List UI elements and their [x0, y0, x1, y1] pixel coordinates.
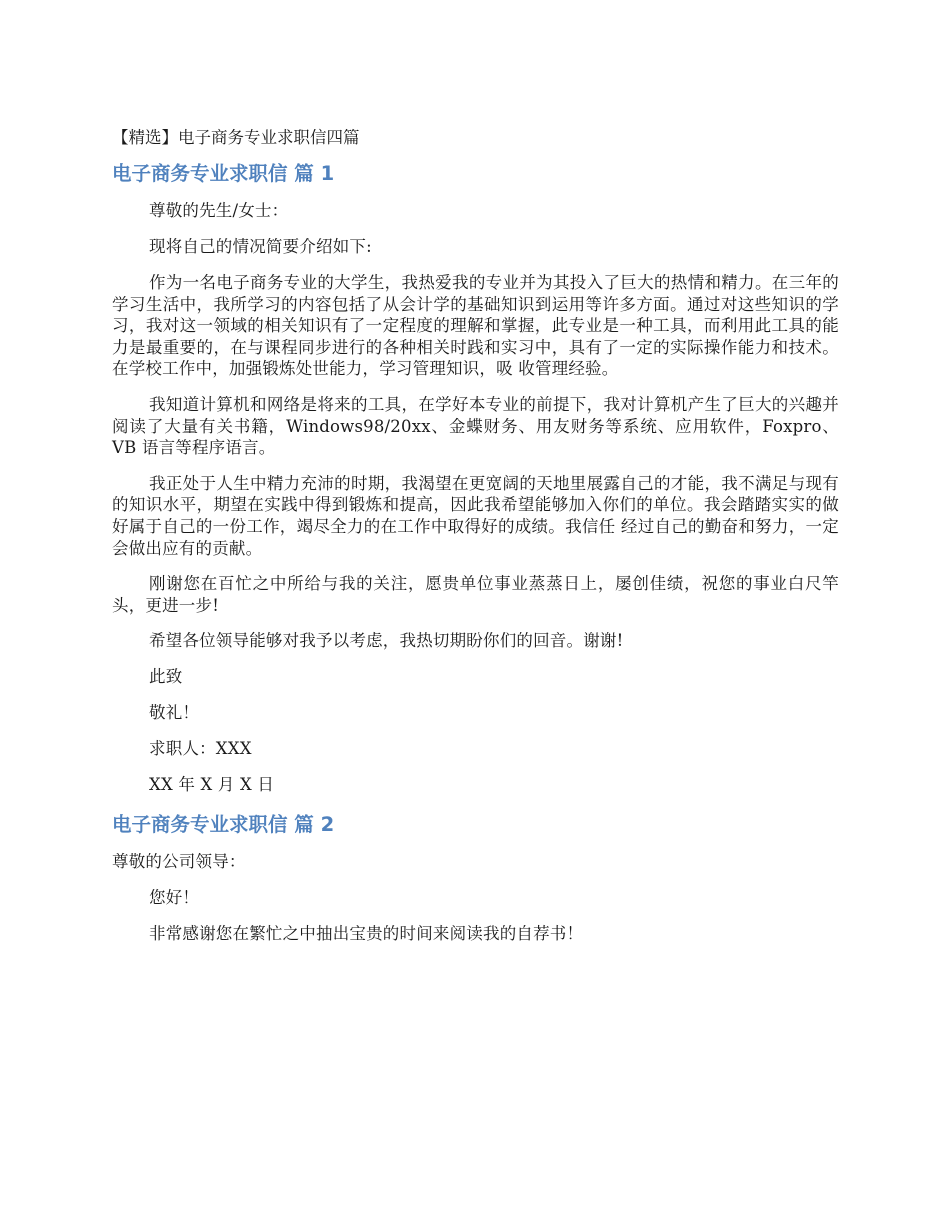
greeting-paragraph-2: 您好！	[149, 888, 200, 908]
closing-line: 此致	[149, 667, 183, 687]
section-heading-2: 电子商务专业求职信 篇 2	[112, 813, 335, 837]
section-heading-1: 电子商务专业求职信 篇 1	[112, 162, 335, 185]
salutation-paragraph-2: 尊敬的公司领导：	[112, 852, 246, 872]
document-page	[112, 125, 839, 959]
thanks-paragraph-2: 非常感谢您在繁忙之中抽出宝贵的时间来阅读我的自荐书！	[149, 924, 584, 944]
salutation-paragraph: 尊敬的先生/女士：	[149, 201, 289, 220]
body-paragraph-ambition: 我正处于人生中精力充沛的时期，我渴望在更宽阔的天地里展露自己的才能，我不满足与现有的知识水平，期望在实践中得到锻炼和提高，因此我希望能够加入你们的单位。我会踏踏实实的做好属于自己的一份工作，竭尽全力的在工作中取得好的成绩。我信任 经过自己的勤奋和努力，一定会做出应有的贡献。	[112, 473, 839, 558]
body-paragraph-hope: 希望各位领导能够对我予以考虑，我热切期盼你们的回音。谢谢!	[149, 631, 624, 651]
closing-salute: 敬礼！	[149, 703, 200, 723]
document-title: 【精选】电子商务专业求职信四篇	[112, 128, 360, 147]
applicant-signature: 求职人：XXX	[149, 739, 252, 759]
body-paragraph-major: 作为一名电子商务专业的大学生，我热爱我的专业并为其投入了巨大的热情和精力。在三年的学习生活中，我所学习的内容包括了从会计学的基础知识到运用等许多方面。通过对这些知识的学习，我对这一领域的相关知识有了一定程度的理解和掌握，此专业是一种工具，而利用此工具的能力是最重要的，在与课程同步进行的各种相关时践和实习中，具有了一定的实际操作能力和技术。在学校工作中，加强锻炼处世能力，学习管理知识，吸 收管理经验。	[112, 273, 839, 379]
body-paragraph-computer: 我知道计算机和网络是将来的工具，在学好本专业的前提下，我对计算机产生了巨大的兴趣并阅读了大量有关书籍，Windows98/20xx、金蝶财务、用友财务等系统、应用软件，Foxpro、VB 语言等程序语言。	[112, 394, 839, 458]
body-paragraph-thanks: 刚谢您在百忙之中所给与我的关注，愿贵单位事业蒸蒸日上，屡创佳绩，祝您的事业白尺竿头，更进一步!	[112, 574, 839, 615]
intro-paragraph: 现将自己的情况简要介绍如下:	[149, 237, 372, 256]
letter-date: XX 年 X 月 X 日	[149, 775, 275, 795]
